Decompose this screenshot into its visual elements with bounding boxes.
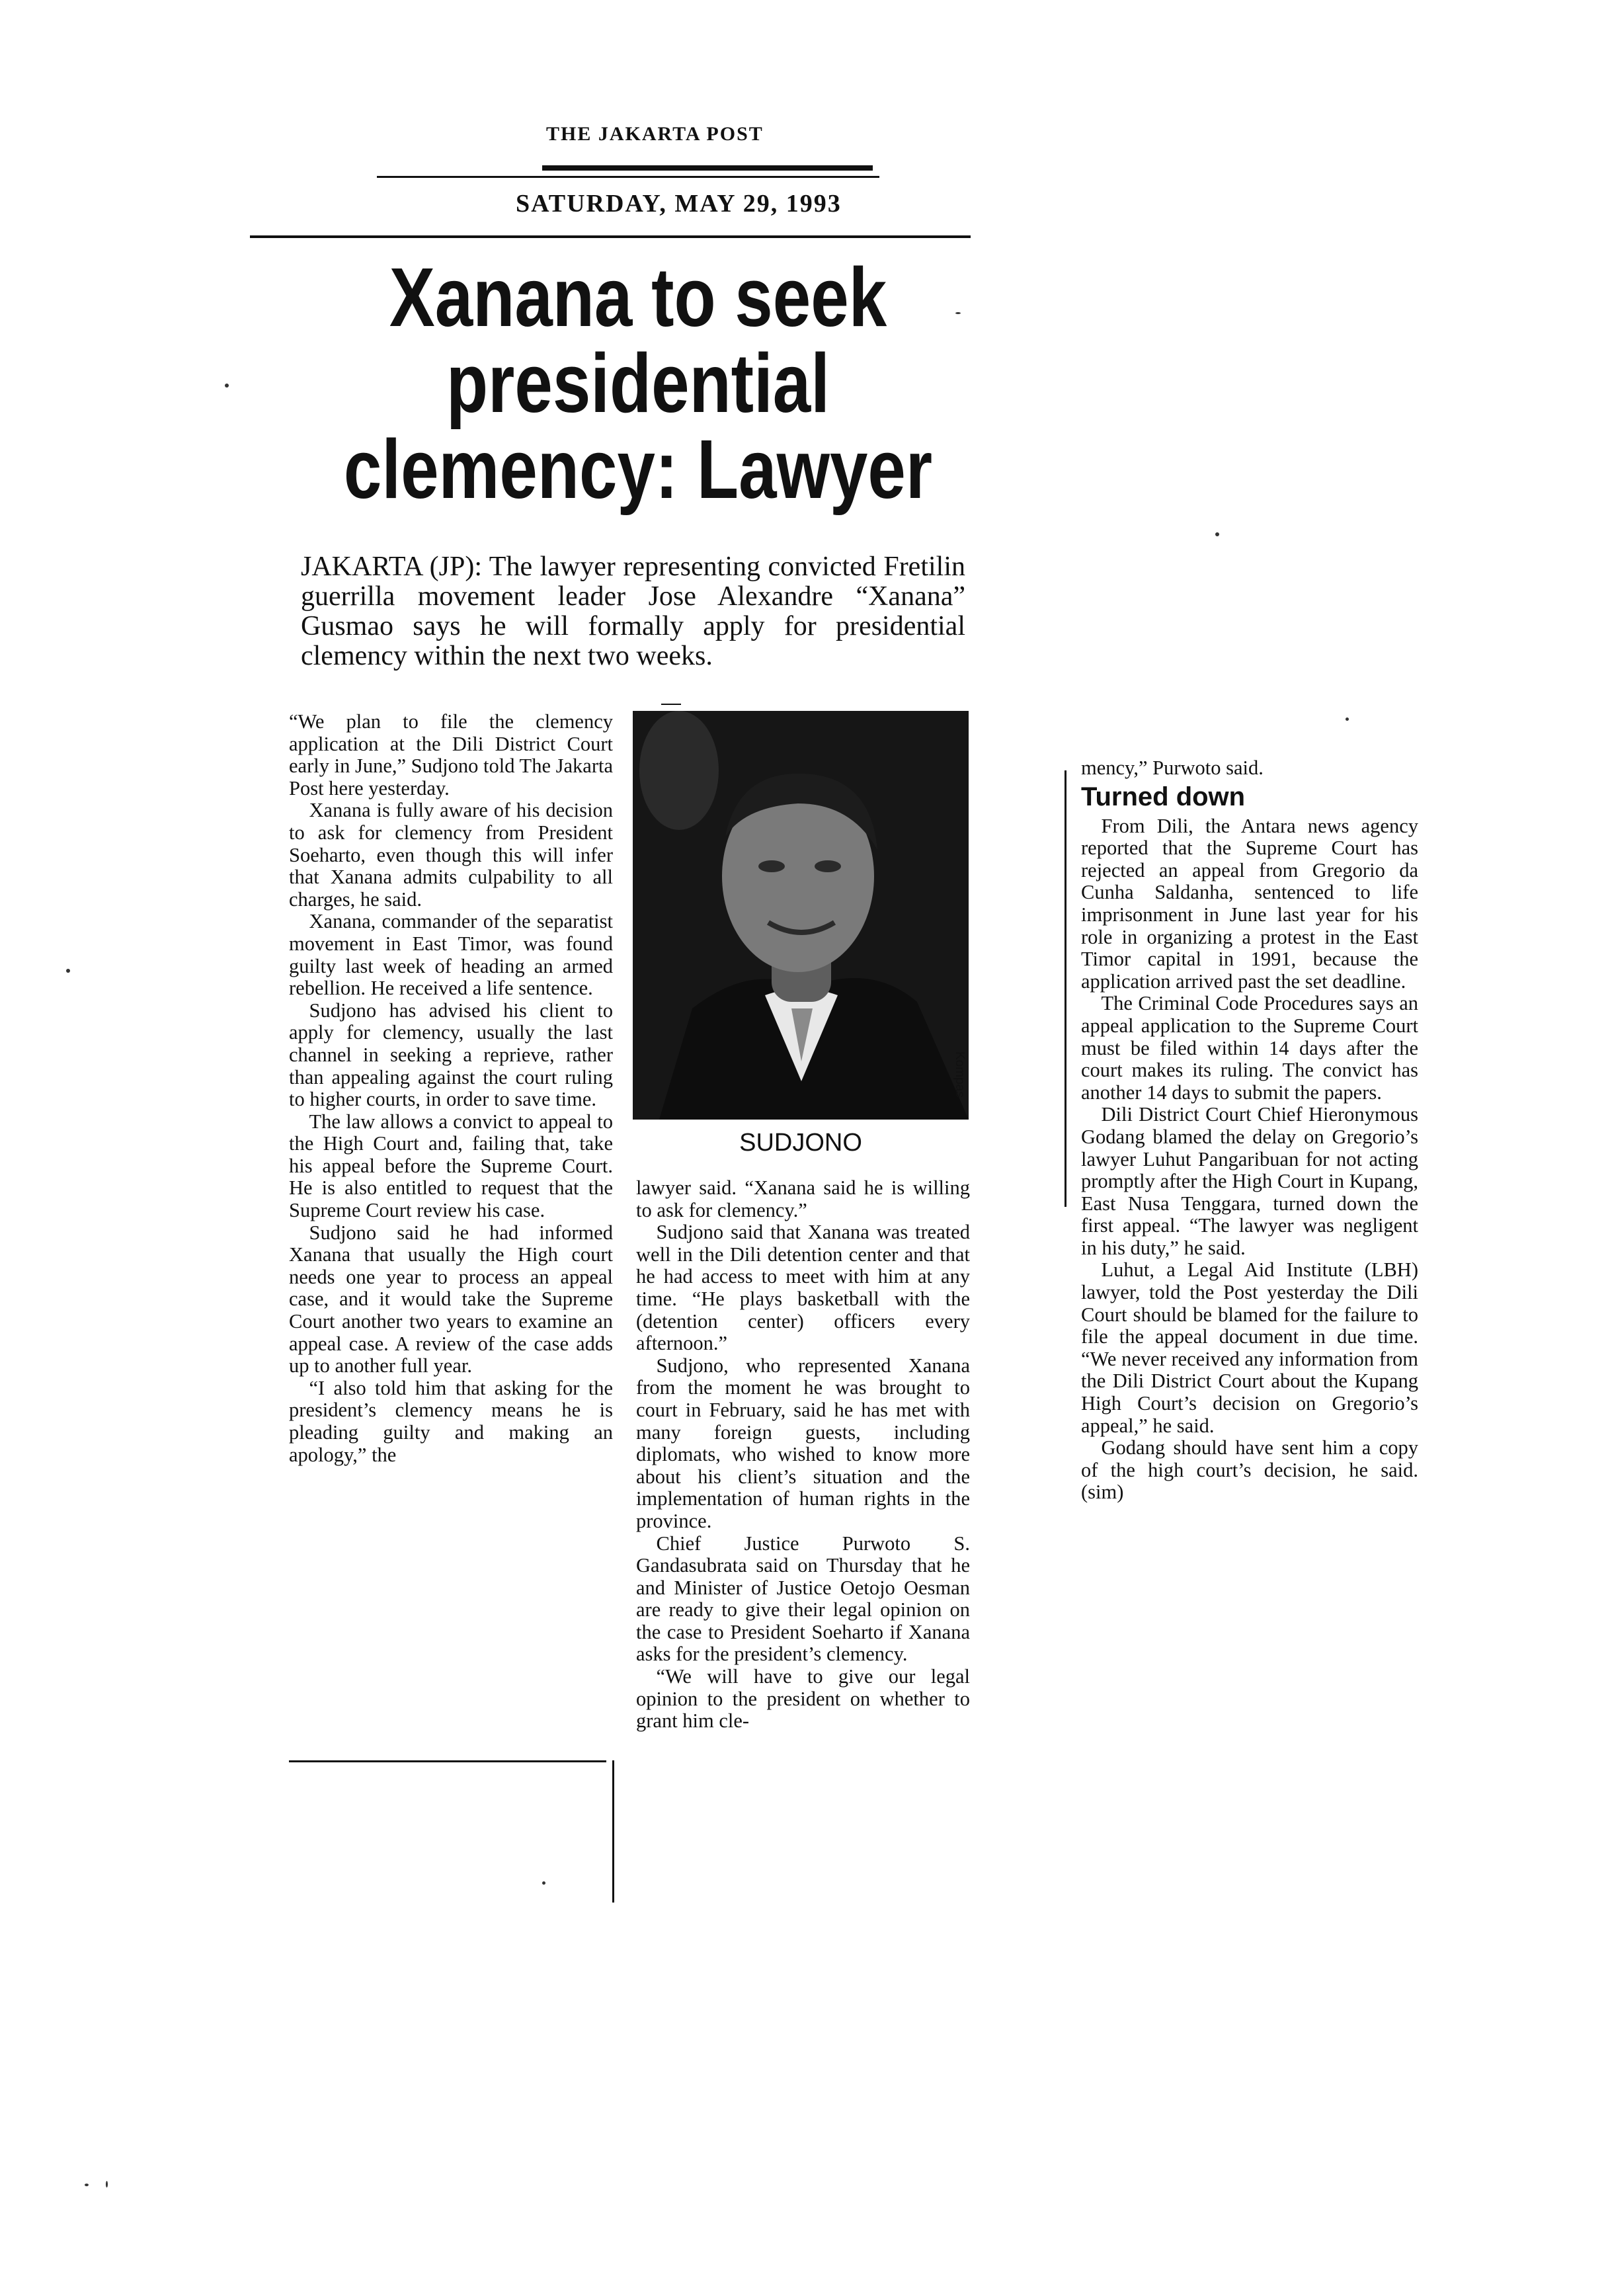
- article-column-3: [1081, 757, 1418, 1504]
- scan-speck: [85, 2184, 89, 2186]
- photo-caption: SUDJONO: [739, 1129, 862, 1157]
- col1-paragraph: “We plan to file the clemency application at the Dili District Court early in June,” Sudjono told The Jakarta Post here yesterday.: [289, 710, 613, 800]
- scan-speck: [1346, 718, 1349, 721]
- sudjono-portrait-photo: [633, 711, 969, 1120]
- col2-paragraph: lawyer said. “Xanana said he is willing to ask for clemency.”: [636, 1176, 970, 1221]
- col1-paragraph: Sudjono said he had informed Xanana that usually the High court needs one year to process an appeal case, and it would take the Supreme Court another two years to examine an appeal case. A review of the case adds up to another full year.: [289, 1221, 613, 1377]
- col3-paragraph: Godang should have sent him a copy of the high court’s decision, he said. (sim): [1081, 1436, 1418, 1504]
- scan-speck: [106, 2181, 108, 2188]
- col3-paragraph: Luhut, a Legal Aid Institute (LBH) lawyer, told the Post yesterday the Dili Court should be blamed for the failure to file the appeal document in due time. “We never received any information from the Dili District Court about the Kupang High Court’s decision on Gregorio’s appeal,” he said.: [1081, 1258, 1418, 1437]
- subhead-turned-down: Turned down: [1081, 782, 1246, 811]
- lede-end-mark: [661, 704, 681, 705]
- col1-paragraph: Xanana is fully aware of his decision to ask for clemency from President Soeharto, even though this will infer that Xanana admits culpability to all charges, he said.: [289, 799, 613, 911]
- headline-line-2: presidential: [446, 337, 830, 430]
- article-column-1: [289, 711, 613, 1466]
- col2-paragraph: Sudjono said that Xanana was treated well in the Dili detention center and that he had access to meet with him at any time. “He plays basketball with the (detention center) officers every afternoon.”: [636, 1221, 970, 1355]
- col1-paragraph: The law allows a convict to appeal to the High Court and, failing that, take his appeal before the Supreme Court. He is also entitled to request that the Supreme Court review his case.: [289, 1110, 613, 1222]
- col2-paragraph: “We will have to give our legal opinion to the president on whether to grant him cle-: [636, 1665, 970, 1733]
- col3-paragraph: Dili District Court Chief Hieronymous Godang blamed the delay on Gregorio’s lawyer Luhut Pangaribuan for not acting promptly after the High Court in Kupang, East Nusa Tenggara, turned down the first appeal. “The lawyer was negligent in his duty,” he said.: [1081, 1103, 1418, 1259]
- col3-paragraph: From Dili, the Antara news agency reported that the Supreme Court has rejected an appeal from Gregorio da Cunha Saldanha, sentenced to life imprisonment in June last year for his role in organizing a protest in the East Timor capital in 1991, because the application arrived past the set deadline.: [1081, 814, 1418, 993]
- photo-credit: Kompas: [953, 1051, 967, 1098]
- scan-speck: [955, 312, 961, 314]
- col3-paragraph: The Criminal Code Procedures says an appeal application to the Supreme Court must be filed within 14 days after the court makes its ruling. The convict has another 14 days to submit the papers.: [1081, 992, 1418, 1104]
- masthead-thick-rule: [542, 165, 873, 171]
- right-eye: [815, 860, 841, 872]
- portrait-illustration: [633, 711, 969, 1120]
- col2-paragraph: Sudjono, who represented Xanana from the moment he was brought to court in February, said he has met with many foreign guests, including diplomats, who wished to know more about his client’s situation and the implementation of human rights in the province.: [636, 1354, 970, 1532]
- masthead-thin-rule: [377, 176, 879, 178]
- scan-speck: [225, 384, 229, 388]
- background-shape: [639, 711, 719, 830]
- scan-speck: [542, 1881, 545, 1885]
- headline: [342, 251, 934, 516]
- left-eye: [758, 860, 785, 872]
- date-rule: [250, 235, 971, 238]
- col3-vertical-rule: [1065, 770, 1066, 1207]
- article-lede: JAKARTA (JP): The lawyer representing convicted Fretilin guerrilla movement leader Jose Alexandre “Xanana” Gusmao says he will formally apply for presidential clemency within the next two weeks.: [301, 552, 965, 671]
- col2-paragraph: Chief Justice Purwoto S. Gandasubrata said on Thursday that he and Minister of Justice Oetojo Oesman are ready to give their legal opinion on the case to President Soeharto if Xanana asks for the president’s clemency.: [636, 1532, 970, 1666]
- article-column-2: [636, 1177, 970, 1733]
- scan-speck: [66, 969, 70, 973]
- col1-bottom-rule: [289, 1760, 606, 1762]
- col1-paragraph: “I also told him that asking for the president’s clemency means he is pleading guilty and making an apology,” the: [289, 1376, 613, 1466]
- issue-date: SATURDAY, MAY 29, 1993: [516, 190, 842, 218]
- col1-paragraph: Sudjono has advised his client to apply for clemency, usually the last channel in seeking a reprieve, rather than appealing against the court ruling to higher courts, in order to save time.: [289, 999, 613, 1111]
- headline-line-1: Xanana to seek: [389, 251, 887, 344]
- col3-intro: mency,” Purwoto said.: [1081, 757, 1264, 779]
- col1-paragraph: Xanana, commander of the separatist movement in East Timor, was found guilty last week of heading an armed rebellion. He received a life sentence.: [289, 910, 613, 1000]
- scan-speck: [1215, 532, 1219, 536]
- headline-line-3: clemency: Lawyer: [343, 423, 933, 516]
- masthead: THE JAKARTA POST: [546, 123, 764, 145]
- col1-bottom-vertical-rule: [612, 1760, 614, 1903]
